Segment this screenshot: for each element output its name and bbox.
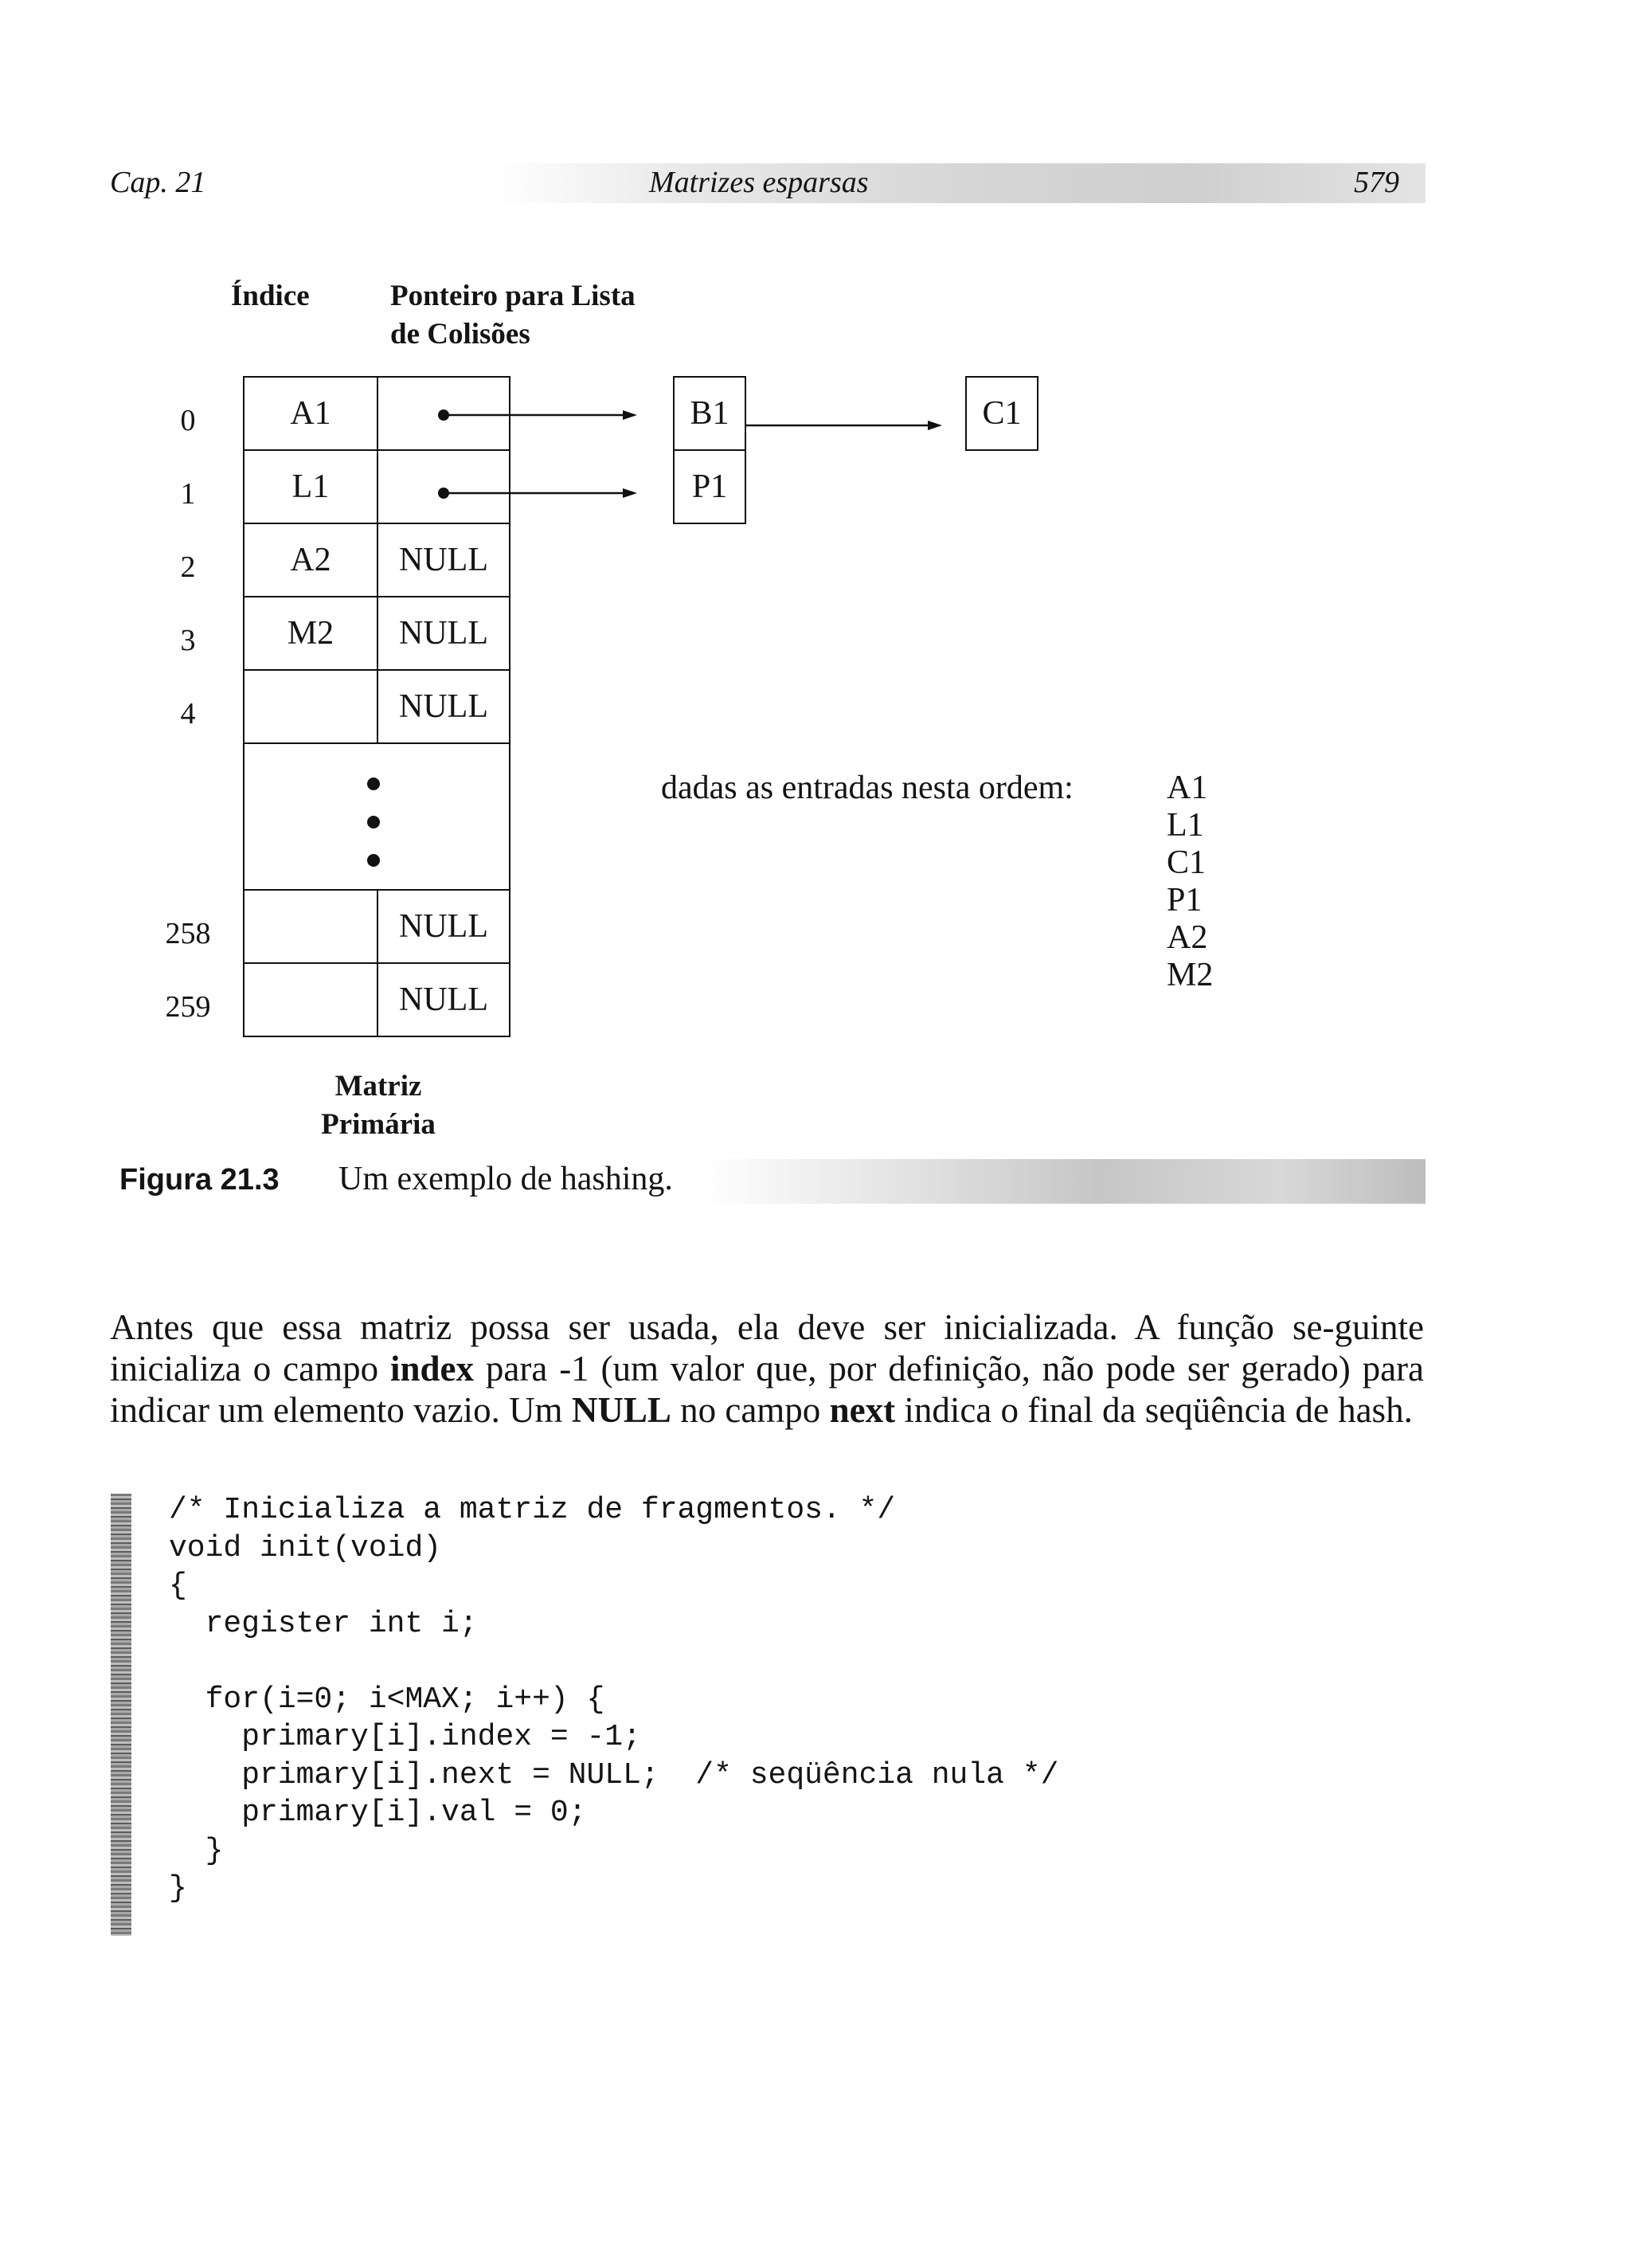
keyword-index: index [389, 1349, 475, 1389]
pointer-arrow-row1 [438, 488, 637, 499]
column-header-index: Índice [231, 280, 310, 312]
collision-node-p1: P1 [673, 449, 746, 524]
pointer-cell: NULL [377, 889, 510, 964]
pointer-cell: NULL [377, 523, 510, 597]
paragraph-text: indica o final da seqüência de hash. [895, 1390, 1413, 1430]
row-number: 4 [180, 697, 196, 731]
code-line: primary[i].val = 0; [169, 1796, 587, 1830]
entry-list-item: A1 [1167, 770, 1208, 806]
column-header-pointer-line2: de Colisões [390, 318, 530, 351]
row-number: 3 [180, 624, 196, 657]
code-line: register int i; [169, 1606, 478, 1641]
entry-list-item: L1 [1167, 807, 1204, 844]
index-cell: A2 [243, 523, 378, 597]
body-paragraph [110, 1306, 1424, 1431]
pointer-cell: NULL [377, 669, 510, 744]
pointer-arrow-b1-c1 [746, 421, 942, 430]
index-cell: L1 [243, 449, 378, 524]
code-line: } [169, 1833, 224, 1868]
figure-label: Figura 21.3 [119, 1163, 280, 1197]
running-title: Matrizes esparsas [649, 166, 869, 199]
figure-caption: Um exemplo de hashing. [338, 1161, 673, 1197]
matrix-label-line1: Matriz [334, 1070, 422, 1103]
code-line: /* Inicializa a matriz de fragmentos. */ [169, 1493, 896, 1527]
collision-node-c1: C1 [965, 376, 1038, 451]
code-margin-bar [111, 1494, 131, 1936]
pointer-arrow-row0 [438, 409, 637, 421]
row-number: 0 [180, 404, 196, 437]
pointer-arrows [0, 0, 1631, 1115]
chapter-label: Cap. 21 [110, 166, 206, 199]
code-line: for(i=0; i<MAX; i++) { [169, 1682, 605, 1717]
row-number: 258 [165, 917, 211, 950]
index-cell: A1 [243, 376, 378, 451]
entries-label: dadas as entradas nesta ordem: [661, 770, 1074, 806]
collision-node-b1: B1 [673, 376, 746, 451]
index-cell: M2 [243, 596, 378, 671]
row-number: 1 [180, 477, 196, 511]
row-number: 259 [165, 990, 211, 1024]
code-line: { [169, 1569, 187, 1603]
code-line: primary[i].next = NULL; /* seqüência nula */ [169, 1757, 1059, 1792]
column-header-pointer-line1: Ponteiro para Lista [390, 280, 636, 312]
row-number: 2 [180, 550, 196, 584]
code-line [169, 1643, 1058, 1681]
paragraph-text: para -1 (um valor que, por definição, não pode ser gerado) para indicar um elemento vazio. Um [110, 1349, 1425, 1430]
matrix-label-line2: Primária [321, 1108, 436, 1141]
code-line: void init(void) [169, 1530, 442, 1565]
entry-list-item: A2 [1167, 919, 1208, 956]
code-line: primary[i].index = -1; [169, 1720, 641, 1754]
code-listing [169, 1491, 1058, 1908]
pointer-cell: NULL [377, 596, 510, 671]
caption-background-band [701, 1159, 1426, 1204]
paragraph-text: Antes que essa matriz possa ser usada, ela deve ser inicializada. A função se-guinte inicializa o campo [110, 1307, 1424, 1389]
pointer-cell: NULL [377, 962, 510, 1037]
keyword-next: next [829, 1390, 896, 1430]
keyword-null: NULL [571, 1390, 671, 1430]
page-number: 579 [1354, 166, 1399, 199]
entry-list-item: P1 [1167, 882, 1203, 919]
paragraph-text: no campo [671, 1390, 830, 1430]
code-line: } [169, 1871, 187, 1906]
entry-list-item: M2 [1167, 957, 1214, 993]
entry-list-item: C1 [1167, 844, 1207, 881]
